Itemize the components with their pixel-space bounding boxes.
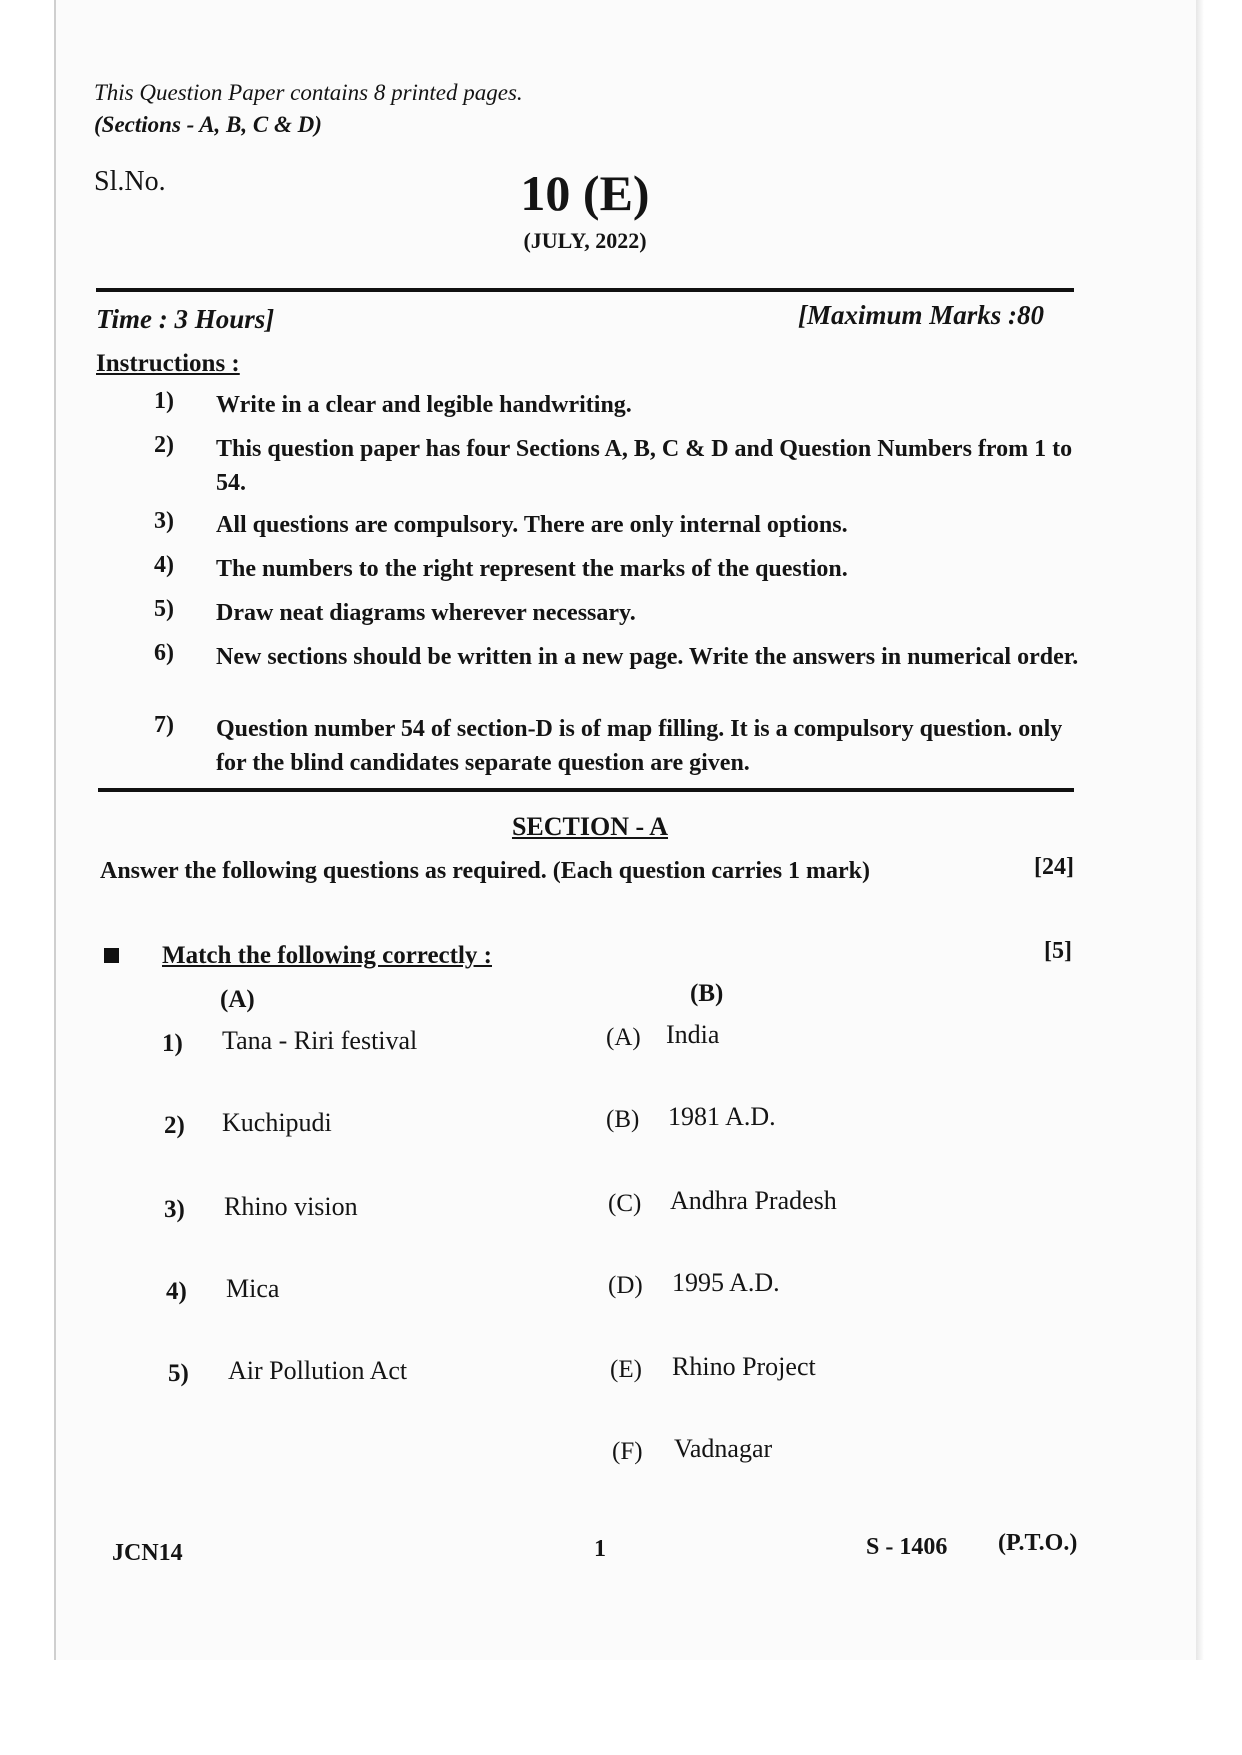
match-option-text: 1981 A.D.: [668, 1102, 776, 1131]
instruction-number: 2): [154, 432, 174, 458]
sections-note: (Sections - A, B, C & D): [94, 112, 322, 137]
section-marks: [24]: [1034, 854, 1074, 880]
maximum-marks: [Maximum Marks :80: [798, 300, 1045, 330]
instruction-text: New sections should be written in a new page. Write the answers in numerical order.: [216, 644, 1079, 670]
instruction-number: 1): [154, 388, 174, 414]
instruction-text: Write in a clear and legible handwriting.: [216, 392, 632, 418]
exam-session: (JULY, 2022): [523, 228, 647, 253]
section-instruction: Answer the following questions as required. (Each question carries 1 mark): [100, 858, 871, 884]
match-option-letter: (A): [606, 1024, 641, 1051]
instruction-number: 6): [154, 640, 174, 666]
instruction-text: Question number 54 of section-D is of map filling. It is a compulsory question. only for the blind candidates separate question are given.: [216, 716, 1063, 776]
match-item-text: Air Pollution Act: [228, 1356, 408, 1385]
match-question-marks: [5]: [1044, 938, 1072, 964]
time-allowed: Time : 3 Hours]: [96, 304, 275, 334]
instructions-divider: [98, 788, 1074, 792]
match-option-text: India: [666, 1020, 720, 1049]
match-option-text: 1995 A.D.: [672, 1268, 780, 1297]
section-title-text: SECTION - A: [511, 812, 669, 841]
match-option-letter: (B): [606, 1106, 640, 1133]
sheet-edge-shadow: [1196, 0, 1204, 1660]
match-item-text: Rhino vision: [224, 1192, 358, 1221]
match-item-number: 3): [164, 1196, 185, 1223]
column-a-heading: (A): [220, 986, 255, 1013]
square-bullet-icon: [104, 948, 119, 963]
match-question-title: Match the following correctly :: [162, 942, 492, 969]
column-b-heading: (B): [690, 980, 724, 1007]
match-option-letter: (F): [612, 1438, 643, 1465]
paper-series-code: JCN14: [112, 1540, 183, 1566]
match-option-text: Vadnagar: [674, 1434, 773, 1463]
match-item-text: Mica: [226, 1274, 280, 1303]
instructions-heading: Instructions :: [96, 350, 240, 377]
instruction-number: 5): [154, 596, 174, 622]
instruction-number: 4): [154, 552, 174, 578]
instruction-text: The numbers to the right represent the marks of the question.: [216, 556, 848, 582]
paper-reference: S - 1406: [866, 1534, 948, 1560]
section-heading: [0, 812, 1180, 842]
match-option-letter: (D): [608, 1272, 643, 1299]
match-option-letter: (E): [610, 1356, 642, 1383]
match-item-number: 4): [166, 1278, 187, 1305]
match-option-letter: (C): [608, 1190, 642, 1217]
match-item-number: 2): [164, 1112, 185, 1139]
page-number: 1: [594, 1536, 606, 1562]
instruction-number: 3): [154, 508, 174, 534]
instruction-text: All questions are compulsory. There are only internal options.: [216, 512, 848, 538]
match-item-number: 1): [162, 1030, 183, 1057]
instruction-text: This question paper has four Sections A, B, C & D and Question Numbers from 1 to 54.: [216, 436, 1073, 496]
paper-code: 10 (E): [520, 165, 650, 221]
match-option-text: Andhra Pradesh: [670, 1186, 837, 1215]
header-divider: [96, 288, 1074, 292]
match-item-text: Kuchipudi: [222, 1108, 332, 1137]
match-item-text: Tana - Riri festival: [222, 1026, 418, 1055]
please-turn-over: (P.T.O.): [998, 1530, 1078, 1556]
pages-note: This Question Paper contains 8 printed pages.: [94, 80, 523, 105]
instruction-text: Draw neat diagrams wherever necessary.: [216, 600, 636, 626]
serial-number-label: Sl.No.: [94, 166, 166, 197]
match-item-number: 5): [168, 1360, 189, 1387]
match-option-text: Rhino Project: [672, 1352, 816, 1381]
instruction-number: 7): [154, 712, 174, 738]
